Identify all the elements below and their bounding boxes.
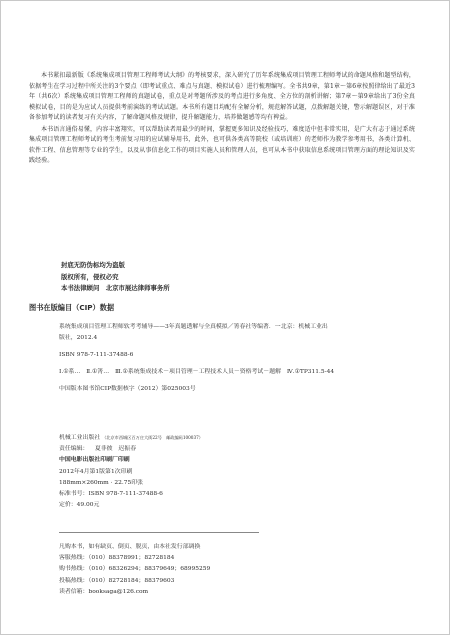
contact-info bbox=[59, 542, 419, 598]
description-paragraph-1: 本书紧扣最新版《系统集成项目管理工程师考试大纲》的考核要求，深入研究了历年系统集成项目管理工程师考试的命题风格和题型结构，依据考生在学习过程中所关注的3个要点（即考试重点、难点与真题、模拟试卷）进行梳理编写。全书共9章，第1章～第6章按照律给出了最近3年（共6次）系统集成项目管理工程师的真题试卷，重点是对考题所涉及的考点进行多角度、全方位的剖析讲解；第7章～第9章给出了3份全真模拟试卷，目的是为应试人员提供考前演练的考试试题。本书所有题目均配有全解分析，规范解答试题，点拨解题关键，警示解题误区，对于准备参加考试的读者复习有关内容，了解命题风格及规律，提升解题能力，培养做题感等均有裨益。 bbox=[29, 72, 415, 121]
replacement-note: 凡购本书，如有缺页、倒页、脱页，由本社发行部调换 bbox=[59, 544, 201, 550]
cip-classification: Ⅰ.①系… Ⅱ.①箐… Ⅲ.①系统集成技术－项目管理－工程技术人员－资格考试－题解 Ⅳ.①TP311.5-44 bbox=[59, 369, 335, 375]
divider bbox=[59, 532, 259, 533]
copyright-notice bbox=[61, 260, 170, 295]
book-description bbox=[29, 71, 415, 168]
editor-label: 责任编辑： bbox=[59, 446, 89, 453]
anti-piracy-notice: 封底无防伪标均为盗版 bbox=[61, 261, 125, 269]
cip-heading: 图书在版编目（CIP）数据 bbox=[29, 303, 115, 312]
editor-names: 夏非彼 迟振春 bbox=[94, 446, 137, 453]
standard-book-number: 标准书号：ISBN 978-7-111-37488-6 bbox=[59, 491, 163, 498]
printer: 中国电影出版社印刷厂印刷 bbox=[59, 457, 130, 464]
publisher-line bbox=[59, 432, 419, 444]
reader-email: 读者信箱：booksaga@126.com bbox=[59, 588, 149, 595]
rights-reserved-notice: 版权所有，侵权必究 bbox=[61, 272, 119, 281]
purchase-hotline: 购书热线：（010）68326294；88379649；68995259 bbox=[59, 566, 211, 573]
service-hotline: 客服热线：（010）88378991；82728184 bbox=[59, 555, 175, 562]
cip-data-block bbox=[59, 322, 419, 395]
submission-hotline: 投稿热线：（010）82728184；88379603 bbox=[59, 577, 175, 584]
legal-counsel-notice: 本书法律顾问 北京市展达律师事务所 bbox=[61, 284, 170, 292]
book-format: 188mm×260mm · 22.75印张 bbox=[59, 479, 144, 486]
cip-record-number: 中国版本图书馆CIP数据核字（2012）第025003号 bbox=[59, 386, 196, 392]
cip-publisher-line: 版社，2012.4 bbox=[59, 335, 98, 341]
edition: 2012年4月第1版第1次印刷 bbox=[59, 468, 133, 475]
description-paragraph-2: 本书语言通俗易懂，内容丰富翔实，可以帮助读者用最少的时间，掌握更多知识及经验技巧，难度适中但非常实用，是广大有志于通过系统集成项目管理工程师考试的考生考前复习用的应试辅导用书，此外，也可供各类高等院校（或培训班）的老师作为教学参考用书，各类计算机、软件工程、信息管理等专业的学生，以及从事信息化工作的项目实施人员和管理人员，也可从本书中获取信息系统项目管理方面的理论知识及实践经验。 bbox=[29, 125, 415, 164]
editor-line bbox=[59, 444, 419, 455]
publisher-address: （北京市西城区百万庄大街22号 邮政编码100037） bbox=[102, 435, 203, 440]
publication-info bbox=[59, 432, 419, 511]
cip-isbn: ISBN 978-7-111-37488-6 bbox=[59, 352, 134, 358]
price: 定价：49.00元 bbox=[59, 502, 100, 509]
publisher-name: 机械工业出版社 bbox=[59, 435, 101, 441]
cip-title-line: 系统集成项目管理工程师软考考辅导——3年真题透解与全真模拟／箐春社等编著．一北京：机械工业出 bbox=[59, 324, 328, 330]
